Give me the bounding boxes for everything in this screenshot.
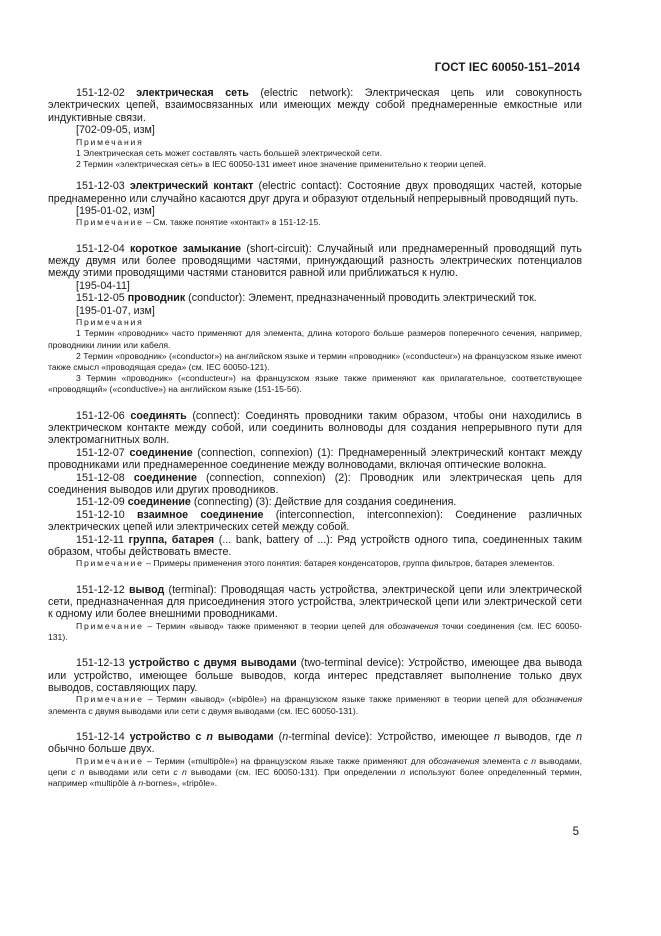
- term-part: выводами: [212, 730, 274, 743]
- entry-term: соединение: [129, 446, 193, 459]
- entry-reference: [195-01-07, изм]: [76, 304, 155, 317]
- entry-term: группа, батарея: [128, 533, 215, 546]
- def-part: выводов, где: [499, 730, 577, 743]
- note-text: – Примеры применения этого понятия: батарея конденсаторов, группа фильтров, батарея элементов.: [143, 558, 555, 569]
- entry-number: 151-12-05: [76, 292, 128, 305]
- entry-definition: (interconnection, interconnexion): Соединение различных электрических цепей или электрических сетей между собой.: [48, 508, 582, 534]
- entry-term: проводник: [127, 292, 186, 305]
- entry-number: 151-12-13: [76, 657, 129, 670]
- note-label: Примечание: [76, 558, 144, 569]
- note: 2 Термин «проводник» («conductor») на английском языке и термин «проводник» («conducteur») на французском языке имеют также смысл «проводящая среда» (см. IEC 60050-121).: [48, 350, 582, 372]
- entry-term: соединять: [130, 409, 187, 422]
- note: [48, 558, 582, 569]
- note-label: Примечание: [76, 217, 144, 228]
- term-italic: n: [206, 730, 213, 743]
- entry-reference: [195-04-11]: [76, 279, 130, 292]
- note-italic: обозначения: [531, 694, 582, 705]
- entry-number: 151-12-09: [76, 496, 128, 509]
- note-text: выводами или сети: [84, 766, 174, 777]
- entry-term: [130, 731, 274, 743]
- entry-number: 151-12-12: [76, 583, 129, 596]
- entry-number: 151-12-07: [76, 446, 130, 459]
- entry-151-12-10: [48, 509, 582, 534]
- entry-151-12-05: [48, 292, 582, 304]
- entry-151-12-13: [48, 657, 582, 694]
- entry-number: 151-12-02: [76, 87, 137, 99]
- note-text: элемента: [479, 755, 524, 766]
- note-italic: обозначения: [387, 620, 439, 631]
- entry-151-12-06: [48, 410, 582, 447]
- entry-number: 151-12-14: [76, 730, 130, 743]
- note-italic: n: [138, 778, 144, 789]
- entry-term: электрический контакт: [129, 180, 254, 193]
- document-body: [48, 87, 582, 789]
- entry-number: 151-12-04: [76, 242, 130, 255]
- note-text: – Термин («multipôle») на французском языке также применяют для: [143, 755, 429, 766]
- entry-definition: (connecting) (3): Действие для создания соединения.: [190, 496, 457, 509]
- note-text: – Термин «вывод» также применяют в теории цепей для: [143, 620, 388, 631]
- entry-number: 151-12-08: [76, 471, 134, 484]
- entry-number: 151-12-03: [76, 180, 130, 193]
- note: [48, 217, 582, 228]
- note: [48, 621, 582, 643]
- entry-term: электрическая сеть: [136, 87, 249, 99]
- note: 2 Термин «электрическая сеть» в IEC 60050-131 имеет иное значение применительно к теории цепей.: [76, 159, 487, 170]
- entry-definition: (connect): Соединять проводники таким образом, чтобы они находились в электрическом контакте между собой, или соединить волноводы для создания непрерывного пути для электромагнитных волн.: [48, 409, 582, 447]
- entry-151-12-03: [48, 180, 582, 205]
- entry-definition: (terminal): Проводящая часть устройства, электрической цепи или электрической сети, предназначенная для присоединения этого устройства, электрической цепи или электрической сети к одному или более внешними проводниками.: [48, 583, 582, 621]
- entry-151-12-14: [48, 731, 582, 756]
- note-text: выводами (см. IEC 60050-131). При определении: [186, 766, 401, 777]
- note-label: Примечание: [76, 620, 144, 631]
- entry-reference: [195-01-02, изм]: [76, 205, 155, 218]
- entry-definition: (... bank, battery of ...): Ряд устройств одного типа, соединенных таким образом, чтобы действовать вместе.: [48, 533, 582, 558]
- note-italic: с n: [173, 766, 187, 777]
- entry-number: 151-12-06: [76, 409, 131, 422]
- entry-151-12-08: [48, 472, 582, 497]
- entry-definition: (two-terminal device): Устройство, имеющее два вывода или устройство, имеющее больше выводов, когда интерес представляет выполнение только двух выводов, составляющих пару.: [48, 657, 582, 695]
- note-text: -bornes», «tripôle».: [143, 778, 218, 789]
- note-italic: n: [400, 766, 406, 777]
- notes-heading: Примечания: [76, 136, 144, 147]
- def-part: -terminal device): Устройство, имеющее: [288, 730, 494, 743]
- note-label: Примечание: [76, 755, 144, 766]
- note-italic: с n: [71, 766, 85, 777]
- note-text: используют более определенный термин, например «multipôle à: [48, 766, 582, 789]
- entry-definition: (electric network): Электрическая цепь или совокупность электрических цепей, взаимосвязанных или имеющих между собой преднамеренные емкостные или индуктивные связи.: [48, 87, 582, 124]
- term-part: устройство с: [129, 730, 207, 743]
- entry-151-12-02: [48, 87, 582, 124]
- def-italic: n: [282, 730, 289, 743]
- def-italic: n: [576, 730, 583, 743]
- entry-number: 151-12-11: [76, 533, 129, 546]
- entry-term: соединение: [127, 496, 191, 509]
- note: [48, 694, 582, 716]
- entry-reference: [702-09-05, изм]: [76, 124, 155, 137]
- entry-151-12-11: [48, 534, 582, 559]
- note-italic: с n: [523, 755, 537, 766]
- def-part: (: [273, 730, 283, 743]
- entry-151-12-04: [48, 243, 582, 280]
- entry-definition: (electric contact): Состояние двух проводящих частей, которые преднамеренно или случайно касаются друг друга и образуют отдельный непрерывный проводящий путь.: [48, 180, 582, 205]
- page-number: 5: [572, 826, 579, 838]
- entry-definition: (connection, connexion) (1): Преднамеренный электрический контакт между проводниками или преднамеренное соединение между волноводами, включая оптические волокна.: [48, 446, 582, 472]
- note-text: точки соединения (см. IEC 60050-131).: [48, 620, 582, 643]
- entry-151-12-09: [48, 496, 582, 508]
- entry-151-12-12: [48, 584, 582, 621]
- entry-number: 151-12-10: [76, 508, 137, 521]
- entry-term: соединение: [133, 471, 197, 484]
- note-italic: обозначения: [428, 755, 480, 766]
- note: 1 Электрическая сеть может составлять часть большей электрической сети.: [76, 147, 383, 158]
- entry-definition: (short-circuit): Случайный или преднамеренный проводящий путь между двумя или более проводящими частями, принуждающий разность электрических потенциалов между этими проводящими частями становится равной или приближаться к нулю.: [48, 242, 582, 280]
- entry-151-12-07: [48, 447, 582, 472]
- def-italic: n: [493, 730, 500, 743]
- entry-term: взаимное соединение: [136, 508, 264, 521]
- def-part: обычно больше двух.: [48, 743, 155, 756]
- note-text: элемента с двумя выводами или сети с двумя выводами (см. IEC 60050-131).: [48, 705, 359, 716]
- entry-term: устройство с двумя выводами: [128, 657, 297, 670]
- entry-term: короткое замыкание: [130, 242, 242, 255]
- notes-heading: Примечания: [76, 317, 144, 328]
- note-text: – См. также понятие «контакт» в 151-12-15.: [143, 217, 321, 228]
- entry-definition: (connection, connexion) (2): Проводник или электрическая цепь для соединения выводов или других проводников.: [48, 471, 582, 496]
- note: [48, 756, 582, 790]
- note: 1 Термин «проводник» часто применяют для элемента, длина которого больше размеров поперечного сечения, например, проводники линии или кабеля.: [48, 328, 582, 350]
- note-text: выводами, цепи: [48, 755, 582, 777]
- note-label: Примечание: [76, 694, 144, 705]
- entry-definition: (conductor): Элемент, предназначенный проводить электрический ток.: [185, 292, 537, 305]
- entry-term: вывод: [128, 583, 165, 596]
- document-header: ГОСТ IEC 60050-151–2014: [434, 62, 580, 74]
- note: 3 Термин «проводник» («conducteur») на французском языке также применяют как прилагательное, соответствующее «проводящий» («conductive») на английском языке (151-15-56).: [48, 373, 582, 395]
- note-text: – Термин «вывод» («bipôle») на французском языке также применяют в теории цепей для: [143, 694, 532, 705]
